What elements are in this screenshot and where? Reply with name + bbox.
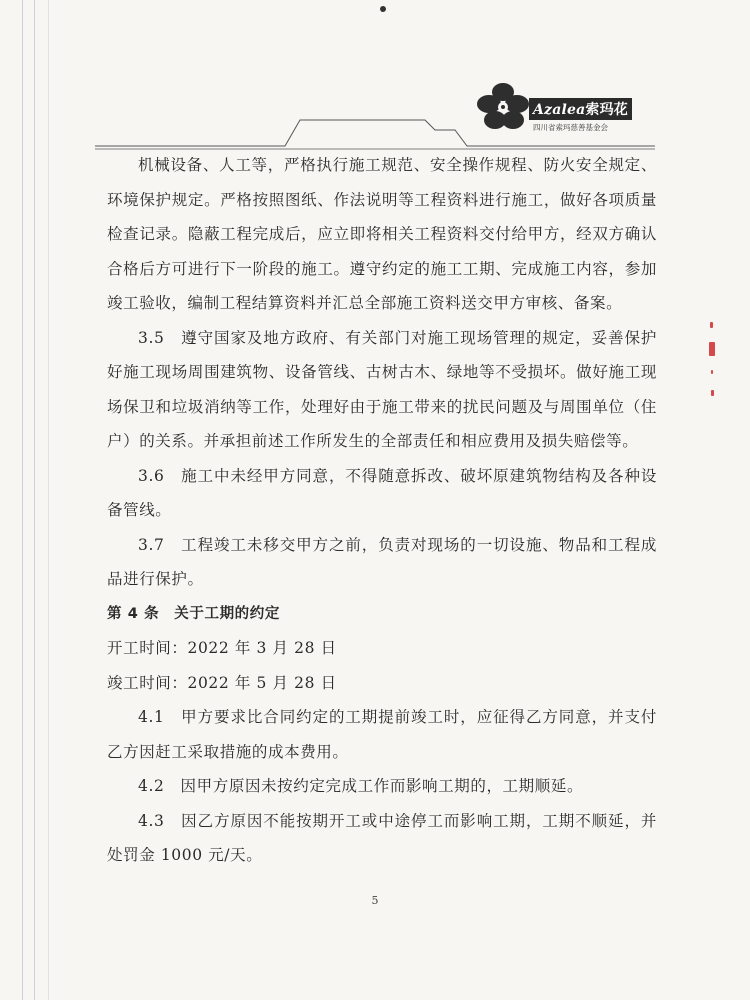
scan-edge-line: [34, 0, 35, 1000]
article-4-heading: 第 4 条 关于工期的约定: [107, 605, 280, 622]
page-number: 5: [371, 894, 379, 907]
seal-edge-marks: [706, 318, 722, 408]
scan-edge-line: [22, 0, 23, 1000]
clause-4-2: 4.2 因甲方原因未按约定完成工作而影响工期的，工期顺延。: [138, 777, 584, 795]
logo-wordmark: Azalea索玛花: [529, 98, 632, 120]
clause-3-5: 3.5 遵守国家及地方政府、有关部门对施工现场管理的规定，妥善保护好施工现场周围建筑物、设备管线、古树古木、绿地等不受损坏。做好施工现场保卫和垃圾消纳等工作，处理好由于施工带来的扰民问题及与周围单位（住户）的关系。并承担前述工作所发生的全部责任和相应费用及损失赔偿等。: [107, 328, 657, 450]
foundation-logo: [473, 78, 653, 134]
clause-3-6: 3.6 施工中未经甲方同意，不得随意拆改、破坏原建筑物结构及各种设备管线。: [107, 466, 657, 519]
clause-4-3: 4.3 因乙方原因不能按期开工或中途停工而影响工期，工期不顺延，并处罚金 1000 元/天。: [107, 811, 657, 864]
letterhead: [95, 70, 655, 150]
paragraph-continued: 机械设备、人工等，严格执行施工规范、安全操作规程、防火安全规定、环境保护规定。严格按照图纸、作法说明等工程资料进行施工，做好各项质量检查记录。隐蔽工程完成后，应立即将相关工程资料交付给甲方，经双方确认合格后方可进行下一阶段的施工。遵守约定的施工工期、完成施工内容，参加竣工验收，编制工程结算资料并汇总全部施工资料送交甲方审核、备案。: [107, 156, 657, 312]
logo-subtitle: 四川省索玛慈善基金会: [533, 123, 608, 132]
document-body: [107, 148, 657, 873]
start-date: 开工时间：2022 年 3 月 28 日: [107, 639, 337, 657]
completion-date: 竣工时间：2022 年 5 月 28 日: [107, 673, 337, 692]
punch-hole: [380, 6, 386, 12]
clause-4-1: 4.1 甲方要求比合同约定的工期提前竣工时，应征得乙方同意，并支付乙方因赶工采取措施的成本费用。: [107, 708, 657, 761]
clause-3-7: 3.7 工程竣工未移交甲方之前，负责对现场的一切设施、物品和工程成品进行保护。: [107, 535, 657, 588]
scan-edge-line: [48, 0, 49, 1000]
azalea-flower-icon: [473, 78, 535, 134]
